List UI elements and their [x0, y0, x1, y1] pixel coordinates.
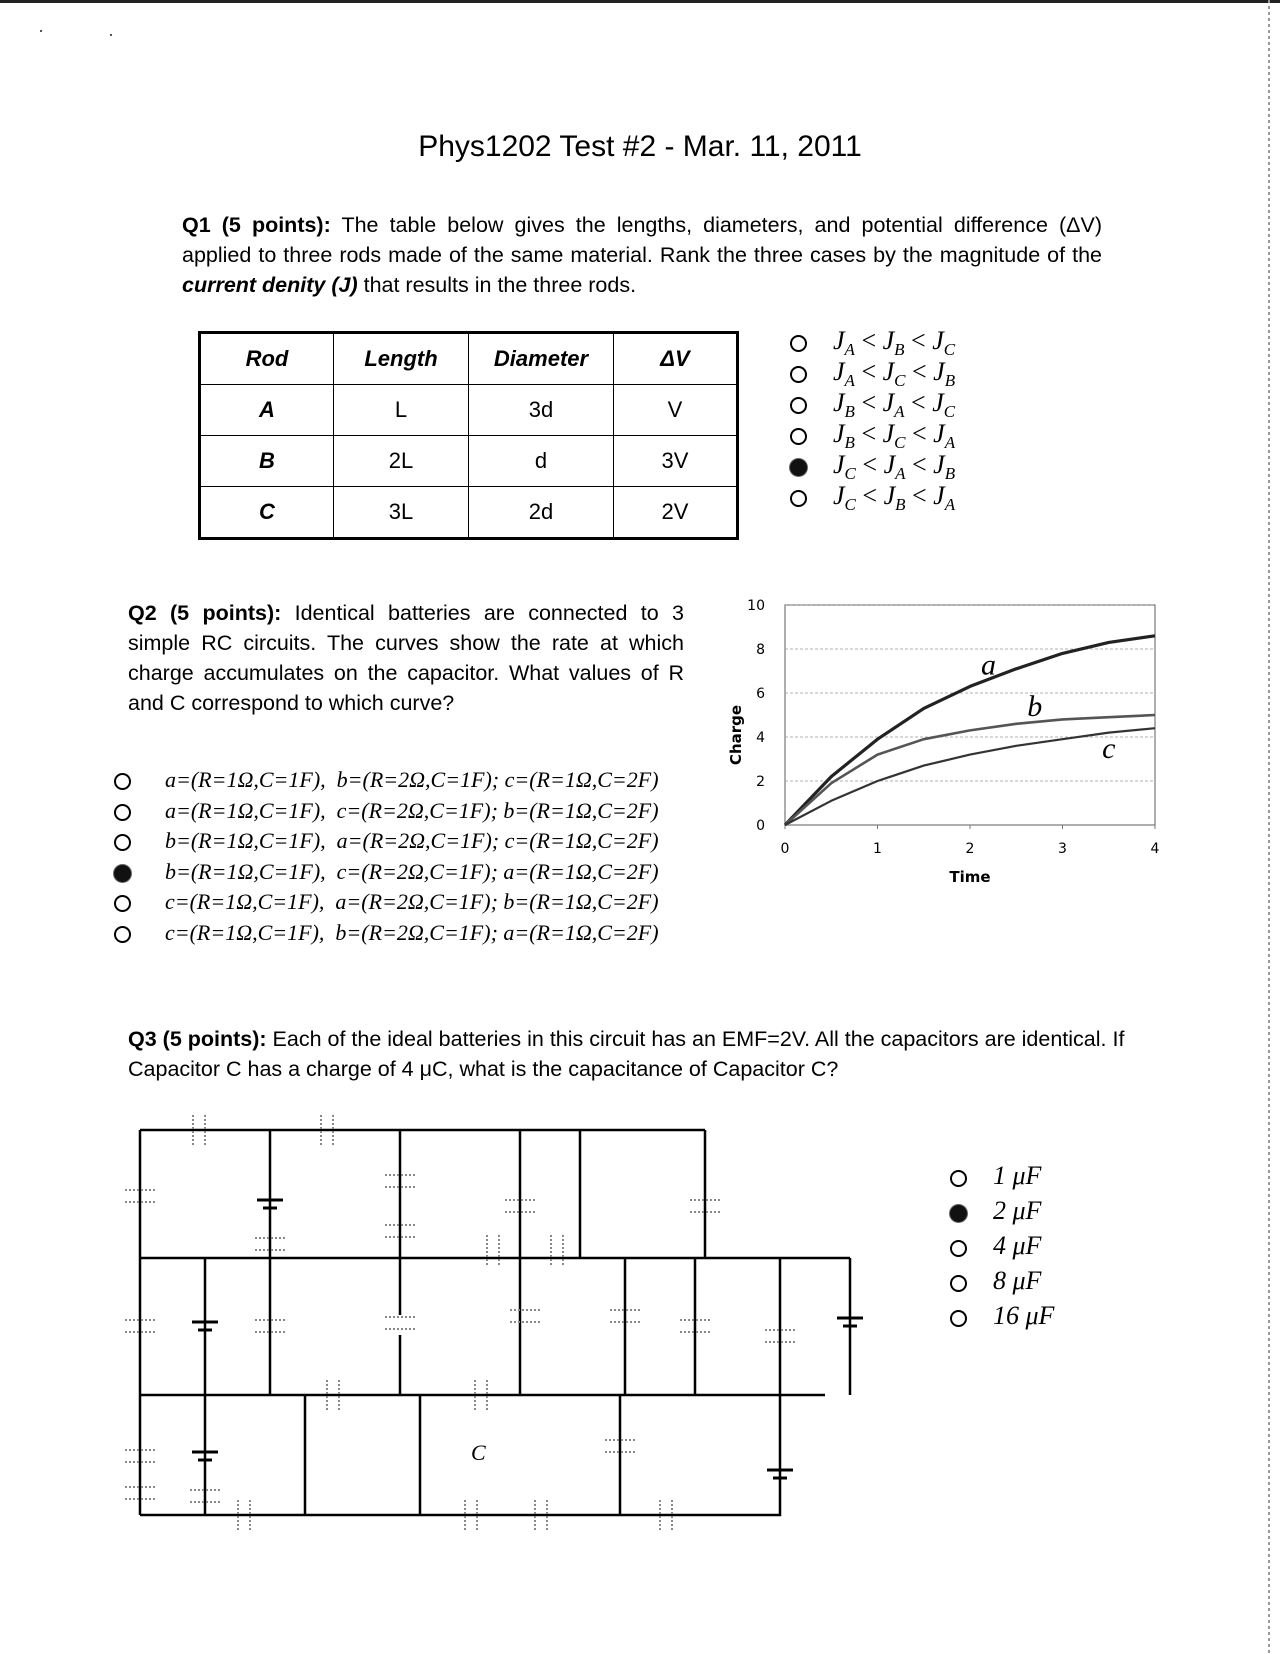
- x-tick-label: 4: [1150, 841, 1160, 857]
- subscript: A: [844, 371, 855, 391]
- q3-option-5[interactable]: [950, 1298, 1054, 1333]
- table-cell: V: [614, 385, 738, 436]
- capacitor-icon: [551, 1235, 563, 1265]
- table-cell: B: [200, 436, 334, 487]
- symbol-j: J: [933, 481, 945, 510]
- radio-selected[interactable]: [950, 1205, 967, 1222]
- q1-text-after: that results in the three rods.: [357, 273, 637, 297]
- subscript: B: [844, 433, 855, 453]
- capacitor-icon: [510, 1310, 540, 1322]
- q1-option-6[interactable]: [790, 480, 956, 515]
- q3-option-label: 2 μF: [993, 1196, 1042, 1225]
- subscript: A: [895, 464, 906, 484]
- charge-time-chart: [725, 590, 1165, 910]
- circuit-wire: [750, 1395, 780, 1515]
- y-tick-label: 0: [756, 818, 765, 834]
- less-than-sign: <: [904, 388, 933, 417]
- symbol-j: J: [882, 326, 895, 355]
- table-cell: d: [469, 436, 614, 487]
- symbol-j: J: [883, 481, 896, 510]
- table-cell: 2d: [469, 487, 614, 539]
- radio-unselected[interactable]: [950, 1275, 967, 1292]
- subscript: B: [944, 464, 956, 484]
- less-than-sign: <: [854, 419, 883, 448]
- q3-options: [950, 1158, 1054, 1333]
- capacitor-c-label: C: [471, 1440, 486, 1465]
- rods-table: [198, 331, 739, 540]
- symbol-j: J: [883, 450, 896, 479]
- symbol-j: J: [933, 419, 945, 448]
- symbol-j: J: [833, 326, 845, 355]
- subscript: B: [894, 340, 905, 360]
- q1-option-2[interactable]: [790, 356, 956, 391]
- radio-unselected[interactable]: [114, 773, 131, 790]
- scan-speck: [40, 30, 42, 32]
- q2-option-5[interactable]: [114, 887, 659, 918]
- subscript: C: [894, 371, 906, 391]
- q1-options: [790, 325, 956, 515]
- table-header-row: [200, 333, 738, 385]
- q3-option-4[interactable]: [950, 1263, 1054, 1298]
- radio-selected[interactable]: [790, 459, 807, 476]
- radio-unselected[interactable]: [114, 895, 131, 912]
- q1-option-label: [833, 450, 956, 484]
- table-cell: L: [334, 385, 469, 436]
- symbol-j: J: [932, 326, 944, 355]
- symbol-j: J: [833, 357, 845, 386]
- q2-option-label: b=(R=1Ω,C=1F), a=(R=2Ω,C=1F); c=(R=1Ω,C=2F): [165, 828, 659, 853]
- radio-unselected[interactable]: [790, 428, 807, 445]
- symbol-j: J: [833, 388, 845, 417]
- less-than-sign: <: [854, 326, 883, 355]
- y-axis-label: Charge: [727, 704, 745, 766]
- q3-option-3[interactable]: [950, 1228, 1054, 1263]
- less-than-sign: <: [905, 450, 934, 479]
- q1-option-label: [833, 388, 956, 422]
- subscript: B: [944, 371, 956, 391]
- radio-unselected[interactable]: [790, 490, 807, 507]
- less-than-sign: <: [854, 357, 883, 386]
- q1-option-label: [833, 357, 956, 391]
- capacitor-icon: [385, 1317, 415, 1329]
- q3-option-label: 8 μF: [993, 1266, 1042, 1295]
- x-axis-label: Time: [949, 868, 991, 886]
- q3-option-label: 1 μF: [993, 1161, 1042, 1190]
- subscript: A: [944, 495, 956, 515]
- symbol-j: J: [932, 388, 944, 417]
- less-than-sign: <: [904, 326, 933, 355]
- q1-option-3[interactable]: [790, 387, 956, 422]
- symbol-j: J: [882, 419, 895, 448]
- series-label-b: b: [1027, 690, 1043, 724]
- q3-option-label: 4 μF: [993, 1231, 1042, 1260]
- q2-option-2[interactable]: [114, 796, 659, 827]
- capacitor-icon: [487, 1235, 499, 1265]
- q1-text-before: The table below gives the lengths, diameters, and potential difference (ΔV) applied to three rods made of the same material. Rank the three cases by the magnitude of the: [182, 213, 1102, 267]
- scan-top-edge: [0, 0, 1280, 3]
- q2-prompt: [128, 598, 684, 718]
- symbol-j: J: [833, 481, 845, 510]
- subscript: B: [844, 402, 855, 422]
- q3-option-label: 16 μF: [993, 1301, 1055, 1330]
- symbol-j: J: [882, 388, 895, 417]
- radio-unselected[interactable]: [114, 834, 131, 851]
- less-than-sign: <: [905, 419, 934, 448]
- q2-option-4[interactable]: [114, 857, 659, 888]
- q1-prompt: [182, 210, 1102, 300]
- symbol-j: J: [933, 450, 945, 479]
- x-tick-label: 2: [965, 841, 975, 857]
- q2-option-label: a=(R=1Ω,C=1F), c=(R=2Ω,C=1F); b=(R=1Ω,C=2F): [165, 797, 659, 823]
- table-header: ΔV: [614, 333, 738, 385]
- subscript: B: [895, 495, 906, 515]
- q2-option-6[interactable]: [114, 918, 659, 949]
- subscript: C: [844, 495, 856, 515]
- q3-label: Q3 (5 points):: [128, 1027, 267, 1051]
- q2-option-label: b=(R=1Ω,C=1F), c=(R=2Ω,C=1F); a=(R=1Ω,C=2F): [165, 858, 659, 884]
- table-cell: 3V: [614, 436, 738, 487]
- q2-option-label: a=(R=1Ω,C=1F), b=(R=2Ω,C=1F); c=(R=1Ω,C=2F): [165, 767, 659, 792]
- y-tick-label: 10: [747, 598, 765, 614]
- radio-unselected[interactable]: [790, 366, 807, 383]
- radio-selected[interactable]: [114, 865, 131, 882]
- table-header: Rod: [200, 333, 334, 385]
- table-cell: A: [200, 385, 334, 436]
- q3-prompt: [128, 1024, 1158, 1084]
- subscript: A: [894, 402, 905, 422]
- table-cell: 3L: [334, 487, 469, 539]
- q1-option-label: [833, 419, 956, 453]
- y-tick-label: 6: [756, 686, 765, 702]
- q1-option-5[interactable]: [790, 449, 956, 484]
- series-label-a: a: [981, 648, 996, 682]
- subscript: A: [944, 433, 956, 453]
- series-label-c: c: [1102, 731, 1116, 765]
- table-cell: 3d: [469, 385, 614, 436]
- radio-unselected[interactable]: [114, 804, 131, 821]
- page-title: Phys1202 Test #2 - Mar. 11, 2011: [418, 130, 862, 163]
- x-tick-label: 0: [780, 841, 790, 857]
- q2-option-1[interactable]: [114, 765, 659, 796]
- q2-text: Identical batteries are connected to 3 simple RC circuits. The curves show the rate at which charge accumulates on the capacitor. What values of R and C correspond to which curve?: [128, 601, 684, 715]
- radio-unselected[interactable]: [114, 926, 131, 943]
- symbol-j: J: [882, 357, 895, 386]
- q1-emphasis: current denity (J): [182, 273, 358, 297]
- table-row: [200, 385, 738, 436]
- less-than-sign: <: [855, 481, 884, 510]
- subscript: C: [844, 464, 856, 484]
- less-than-sign: <: [854, 388, 883, 417]
- radio-unselected[interactable]: [950, 1310, 967, 1327]
- plot-area: [785, 605, 1155, 825]
- y-tick-label: 8: [756, 642, 765, 658]
- table-header: Length: [334, 333, 469, 385]
- radio-unselected[interactable]: [950, 1240, 967, 1257]
- symbol-j: J: [933, 357, 945, 386]
- table-row: [200, 487, 738, 539]
- table-header: Diameter: [469, 333, 614, 385]
- less-than-sign: <: [905, 481, 934, 510]
- table-cell: C: [200, 487, 334, 539]
- subscript: A: [844, 340, 855, 360]
- q1-option-label: [833, 481, 956, 515]
- x-tick-label: 3: [1058, 841, 1067, 857]
- y-tick-label: 2: [756, 774, 765, 790]
- radio-unselected[interactable]: [790, 335, 807, 352]
- scan-speck: [110, 34, 112, 36]
- table-cell: 2V: [614, 487, 738, 539]
- q3-option-1[interactable]: [950, 1158, 1054, 1193]
- capacitor-circuit-diagram: [125, 1095, 855, 1535]
- q2-option-label: c=(R=1Ω,C=1F), b=(R=2Ω,C=1F); a=(R=1Ω,C=2F): [165, 919, 659, 945]
- q3-option-2[interactable]: [950, 1193, 1054, 1228]
- q1-option-1[interactable]: [790, 325, 956, 360]
- x-tick-label: 1: [873, 841, 882, 857]
- symbol-j: J: [833, 419, 845, 448]
- q2-label: Q2 (5 points):: [128, 601, 282, 625]
- q1-option-4[interactable]: [790, 418, 956, 453]
- y-tick-label: 4: [756, 730, 765, 746]
- subscript: C: [894, 433, 906, 453]
- radio-unselected[interactable]: [790, 397, 807, 414]
- subscript: C: [943, 340, 956, 360]
- subscript: C: [943, 402, 956, 422]
- q2-option-label: c=(R=1Ω,C=1F), a=(R=2Ω,C=1F); b=(R=1Ω,C=2F): [165, 889, 659, 914]
- q3-text: Each of the ideal batteries in this circuit has an EMF=2V. All the capacitors are identical. If Capacitor C has a charge of 4 μC, what is the capacitance of Capacitor C?: [128, 1027, 1125, 1081]
- table-cell: 2L: [334, 436, 469, 487]
- less-than-sign: <: [905, 357, 934, 386]
- symbol-j: J: [833, 450, 845, 479]
- q2-option-3[interactable]: [114, 826, 659, 857]
- table-row: [200, 436, 738, 487]
- q1-option-label: [833, 326, 956, 360]
- scan-right-edge: [1268, 0, 1270, 1654]
- radio-unselected[interactable]: [950, 1170, 967, 1187]
- q2-options: [114, 765, 659, 948]
- q1-label: Q1 (5 points):: [182, 213, 331, 237]
- less-than-sign: <: [855, 450, 884, 479]
